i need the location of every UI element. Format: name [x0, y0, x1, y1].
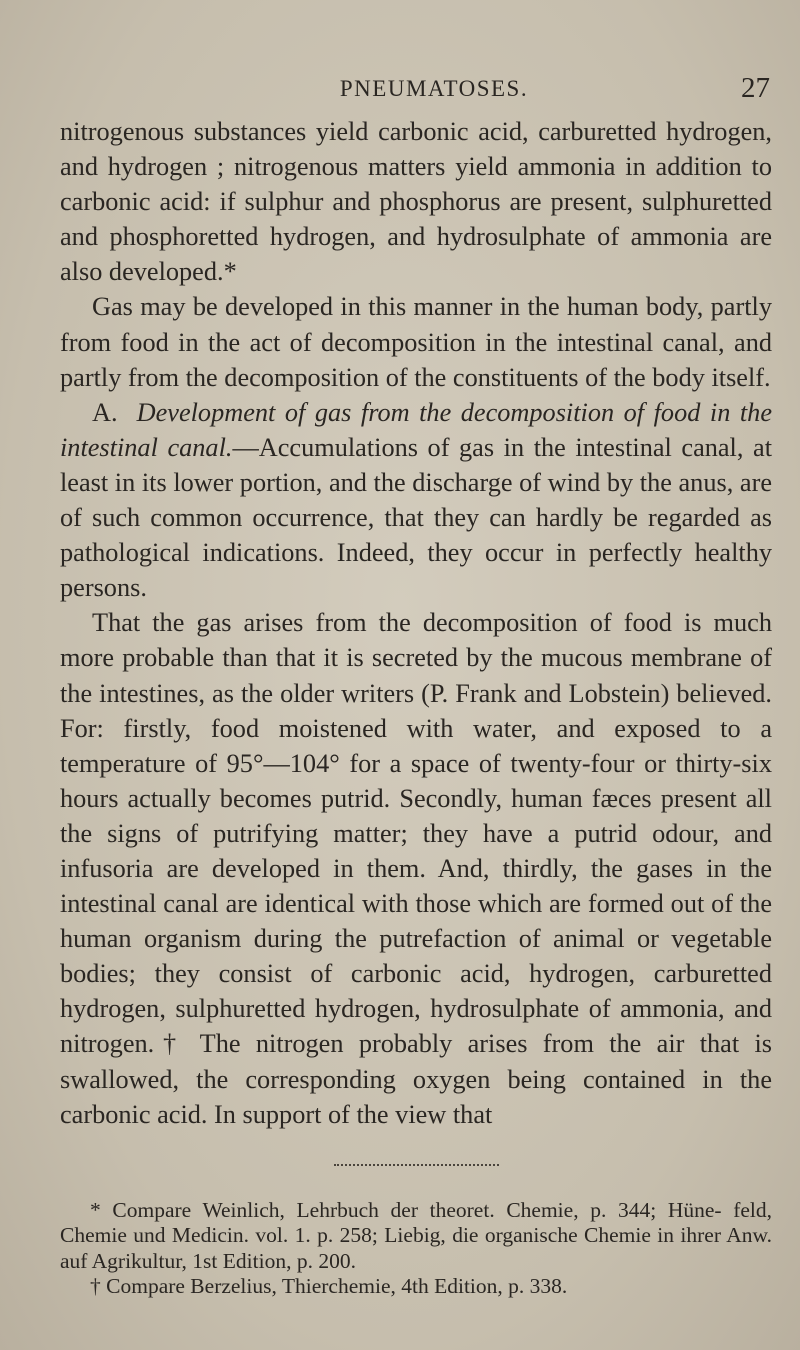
- section-text: —Accumulations of gas in the intestinal canal, at least in its lower portion, and the discharge of wind by the anus, are of such common occurrence, that they can hardly be regarded as pathological indications. Indeed, they occur in perfectly healthy persons.: [60, 432, 773, 603]
- page-header: [60, 72, 772, 114]
- book-page: [60, 72, 772, 1300]
- paragraph-1: nitrogenous substances yield carbonic acid, carburetted hydrogen, and hydrogen ; nitrogenous matters yield ammonia in addition to carbonic acid: if sulphur and phosphorus are present, sulphuretted and phosphoretted hydrogen, and hydrosulphate of ammonia are also developed.*: [60, 117, 772, 287]
- footnote-divider: [334, 1158, 499, 1166]
- body-text: [60, 114, 772, 1132]
- section-label: A.: [92, 397, 118, 427]
- running-title: PNEUMATOSES.: [339, 76, 529, 101]
- paragraph-4: That the gas arises from the decomposition of food is much more probable than that it is secreted by the mucous membrane of the intestines, as the older writers (P. Frank and Lobstein) believed. For: firstly, food moistened with water, and exposed to a temperature of 95°—104° for a space of twenty-four or thirty-six hours actually becomes putrid. Secondly, human fæces present all the signs of putrifying matter; they have a putrid odour, and infusoria are developed in them. And, thirdly, the gases in the intestinal canal are identical with those which are formed out of the human organism during the putrefaction of animal or vegetable bodies; they consist of carbonic acid, hydrogen, carburetted hydrogen, sulphuretted hydrogen, hydrosulphate of ammonia, and nitrogen.† The nitrogen probably arises from the air that is swallowed, the corresponding oxygen being contained in the carbonic acid. In support of the view that: [60, 608, 772, 1129]
- paragraph-2: Gas may be developed in this manner in the human body, partly from food in the act of decomposition in the intestinal canal, and partly from the decomposition of the constituents of the body itself.: [60, 292, 772, 392]
- paragraph-3: [60, 395, 772, 606]
- page-number: 27: [741, 72, 770, 104]
- footnotes: [60, 1198, 772, 1300]
- footnote-2: † Compare Berzelius, Thierchemie, 4th Edition, p. 338.: [90, 1274, 568, 1299]
- footnote-1: * Compare Weinlich, Lehrbuch der theoret. Chemie, p. 344; Hüne- feld, Chemie und Medicin. vol. 1. p. 258; Liebig, die organische Chemie in ihrer Anw. auf Agrikultur, 1st Edition, p. 200.: [60, 1197, 772, 1273]
- section-heading: Development of gas from the decomposition of food in the intestinal canal.: [60, 397, 772, 462]
